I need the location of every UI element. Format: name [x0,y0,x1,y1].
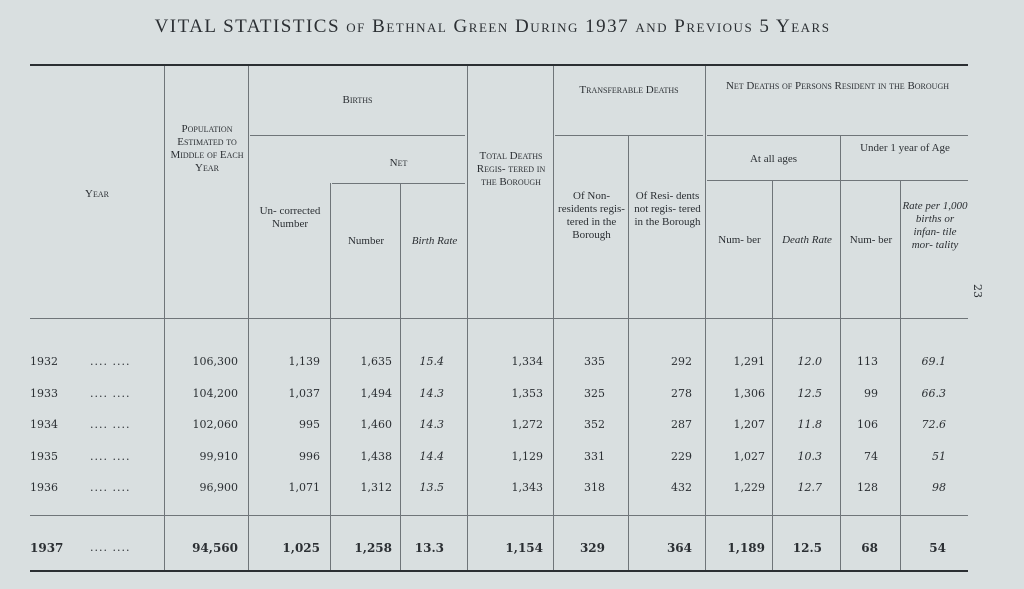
header-under1-number: Num- ber [849,234,893,246]
col-line [164,66,165,570]
header-non-residents: Of Non- residents regis- tered in the Borough [558,190,625,241]
header-net: Net [389,157,408,169]
cell-population: 99,910 [199,450,238,463]
cell-birth-rate: 15.4 [419,355,444,368]
header-death-rate: Death Rate [782,234,832,246]
table-top-rule [30,64,968,66]
cell-infant-rate: 51 [932,450,946,463]
header-net-deaths: Net Deaths of Persons Resident in the Borough [725,80,950,92]
cell-population: 94,560 [192,541,238,555]
cell-non-residents: 352 [584,418,605,431]
cell-residents-not: 432 [671,481,692,494]
cell-total-deaths: 1,129 [511,450,543,463]
cell-under1-number: 113 [857,355,878,368]
cell-all-number: 1,306 [733,387,765,400]
leader-dots: .... .... [90,481,131,494]
cell-under1-number: 106 [857,418,878,431]
cell-under1-number: 68 [861,541,878,555]
cell-net-number: 1,460 [360,418,392,431]
cell-all-number: 1,027 [733,450,765,463]
cell-net-number: 1,312 [360,481,392,494]
cell-non-residents: 335 [584,355,605,368]
cell-birth-rate: 14.3 [419,418,444,431]
cell-population: 106,300 [192,355,238,368]
table-bottom-rule [30,570,968,572]
cell-uncorrected: 995 [299,418,320,431]
leader-dots: .... .... [90,541,131,554]
cell-infant-rate: 69.1 [921,355,946,368]
cell-infant-rate: 54 [929,541,946,555]
header-bottom-rule [30,318,968,319]
col-line [628,135,629,570]
cell-all-number: 1,291 [733,355,765,368]
leader-dots: .... .... [90,418,131,431]
col-line [553,66,554,570]
header-birth-rate: Birth Rate [411,235,458,247]
cell-net-number: 1,258 [354,541,392,555]
title-lead: VITAL STATISTICS [154,16,341,37]
cell-net-number: 1,635 [360,355,392,368]
header-under1: Under 1 year of Age [860,142,950,154]
header-all-ages: At all ages [749,153,798,165]
cell-death-rate: 12.5 [797,387,822,400]
cell-under1-number: 99 [864,387,878,400]
cell-infant-rate: 72.6 [921,418,946,431]
col-line [248,66,249,570]
births-group-rule [250,135,465,136]
cell-population: 102,060 [192,418,238,431]
cell-population: 104,200 [192,387,238,400]
col-line [900,180,901,570]
header-transferable: Transferable Deaths [579,84,679,96]
cell-population: 96,900 [199,481,238,494]
cell-under1-number: 74 [864,450,878,463]
cell-residents-not: 287 [671,418,692,431]
total-separator-rule [30,515,968,516]
cell-total-deaths: 1,272 [511,418,543,431]
cell-non-residents: 325 [584,387,605,400]
cell-birth-rate: 13.3 [414,541,444,555]
cell-year: 1935 [30,450,58,463]
cell-birth-rate: 13.5 [419,481,444,494]
cell-total-deaths: 1,353 [511,387,543,400]
leader-dots: .... .... [90,355,131,368]
cell-total-deaths: 1,154 [505,541,543,555]
header-births: Births [342,94,373,106]
cell-net-number: 1,494 [360,387,392,400]
cell-non-residents: 318 [584,481,605,494]
cell-total-deaths: 1,343 [511,481,543,494]
cell-uncorrected: 1,139 [288,355,320,368]
header-residents-not: Of Resi- dents not regis- tered in the Borough [634,190,701,228]
header-infant-rate: Rate per 1,000 births or infan- tile mor- tality [902,200,968,251]
col-line [467,66,468,570]
header-net-number: Number [347,235,385,247]
cell-non-residents: 329 [579,541,605,555]
cell-total-deaths: 1,334 [511,355,543,368]
cell-all-number: 1,207 [733,418,765,431]
cell-death-rate: 12.0 [797,355,822,368]
cell-all-number: 1,229 [733,481,765,494]
cell-all-number: 1,189 [727,541,765,555]
cell-death-rate: 12.7 [797,481,822,494]
cell-birth-rate: 14.3 [419,387,444,400]
cell-uncorrected: 1,037 [288,387,320,400]
header-total-deaths: Total Deaths Regis- tered in the Borough [476,150,546,188]
cell-death-rate: 10.3 [797,450,822,463]
cell-year: 1936 [30,481,58,494]
cell-under1-number: 128 [857,481,878,494]
col-line [840,135,841,570]
col-line [330,183,331,570]
cell-birth-rate: 14.4 [419,450,444,463]
header-uncorrected: Un- corrected Number [259,205,321,230]
cell-year: 1934 [30,418,58,431]
page-title [0,16,985,38]
cell-residents-not: 292 [671,355,692,368]
cell-death-rate: 12.5 [792,541,822,555]
age-group-rule [707,180,968,181]
cell-year: 1932 [30,355,58,368]
net-group-rule [332,183,465,184]
cell-year: 1937 [30,541,64,555]
col-line [400,183,401,570]
cell-uncorrected: 1,071 [288,481,320,494]
leader-dots: .... .... [90,450,131,463]
cell-infant-rate: 98 [932,481,946,494]
title-rest: of Bethnal Green During 1937 and Previous 5 Years [346,16,831,37]
transferable-group-rule [555,135,703,136]
cell-uncorrected: 1,025 [282,541,320,555]
col-line [705,66,706,570]
cell-non-residents: 331 [584,450,605,463]
cell-uncorrected: 996 [299,450,320,463]
col-line [772,180,773,570]
header-population: Population Estimated to Middle of Each Year [170,123,244,174]
header-year: Year [85,188,109,200]
leader-dots: .... .... [90,387,131,400]
cell-year: 1933 [30,387,58,400]
page-number: 23 [971,284,984,298]
cell-death-rate: 11.8 [797,418,822,431]
net-deaths-group-rule [707,135,968,136]
cell-residents-not: 364 [666,541,692,555]
cell-residents-not: 278 [671,387,692,400]
cell-net-number: 1,438 [360,450,392,463]
cell-infant-rate: 66.3 [921,387,946,400]
cell-residents-not: 229 [671,450,692,463]
header-all-number: Num- ber [718,234,761,246]
